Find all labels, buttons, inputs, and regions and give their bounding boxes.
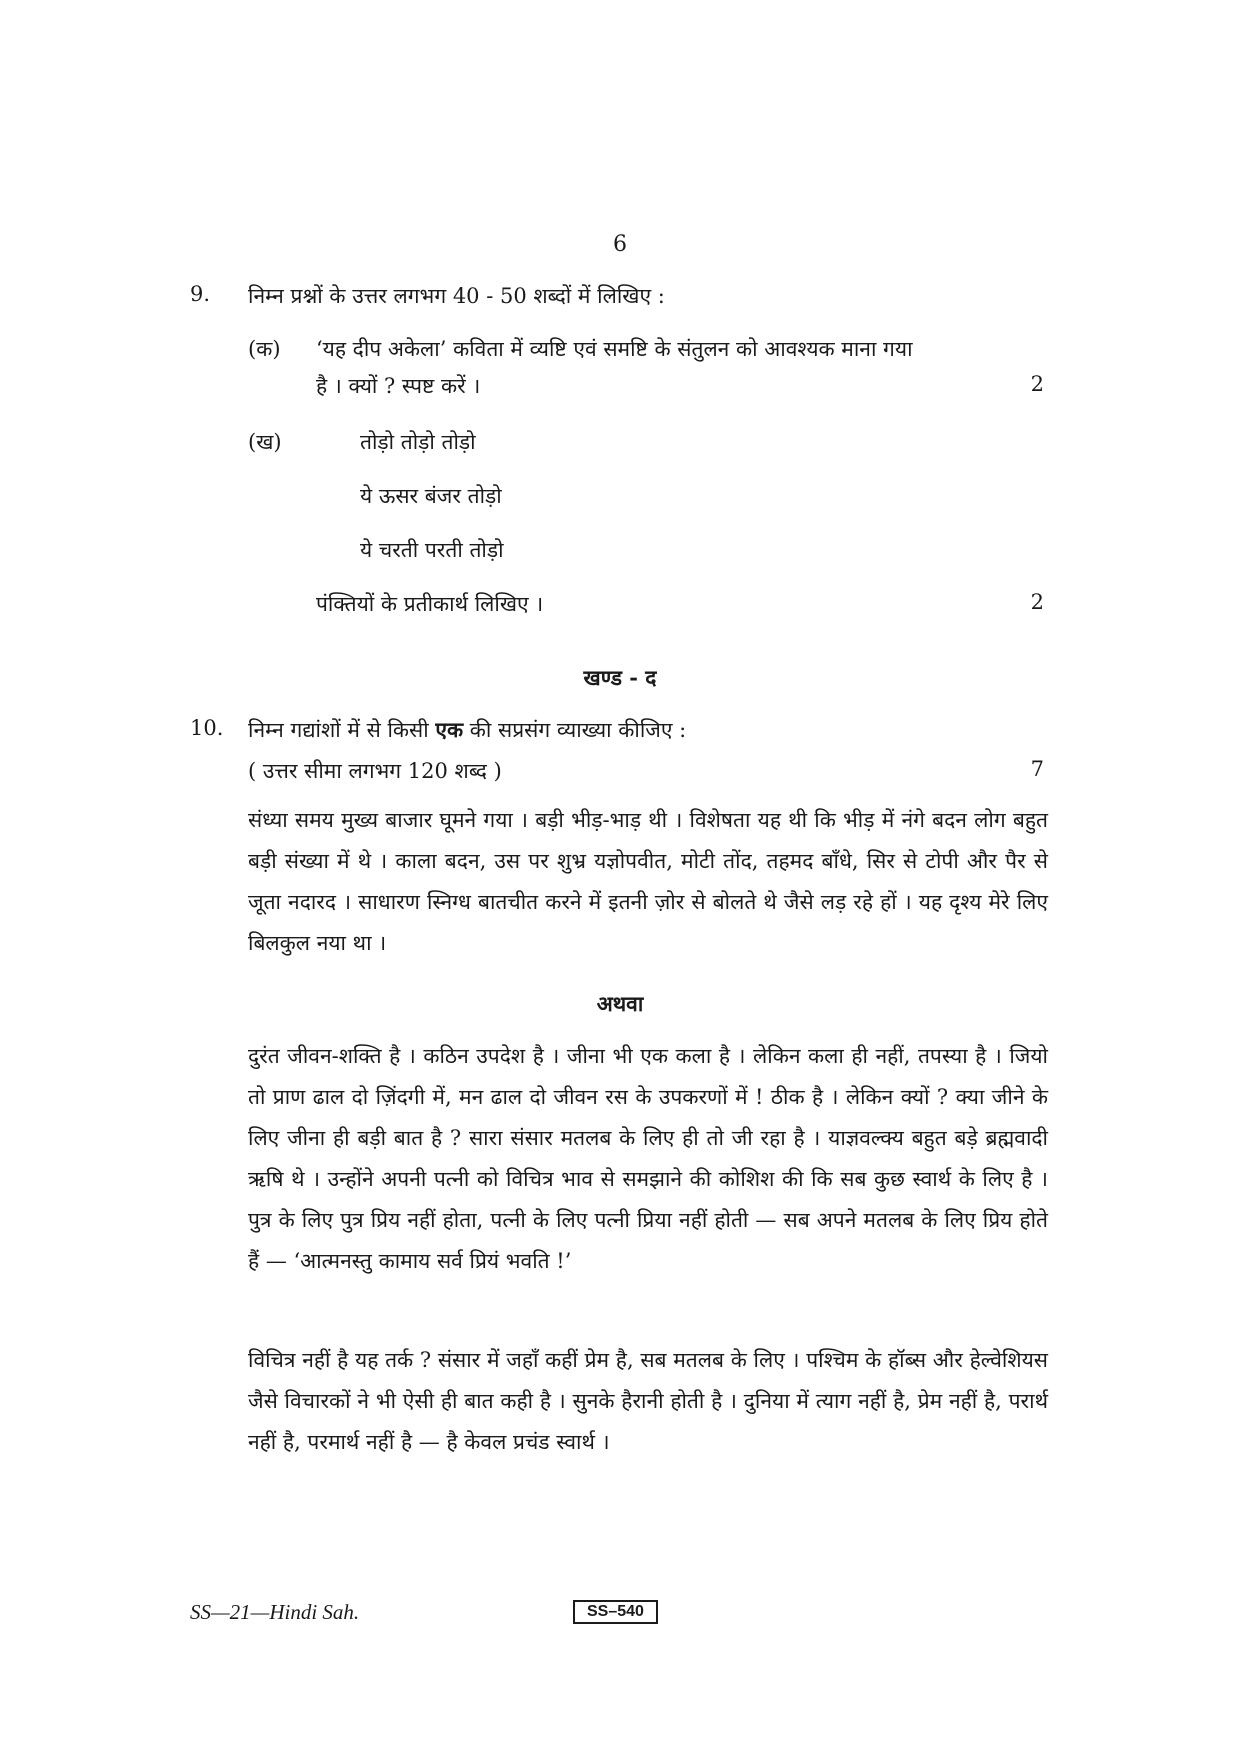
passage-2: दुरंत जीवन-शक्ति है । कठिन उपदेश है । जीना भी एक कला है । लेकिन कला ही नहीं, तपस्या है । जियो तो प्राण ढाल दो ज़िंदगी में, मन ढाल दो जीवन रस के उपकरणों में ! ठीक है । लेकिन क्यों ? क्या जीने के लिए जीना ही बड़ी बात है ? सारा संसार मतलब के लिए ही तो जी रहा है । याज्ञवल्क्य बहुत बड़े ब्रह्मवादी ऋषि थे । उन्होंने अपनी पत्नी को विचित्र भाव से समझाने की कोशिश की कि सब कुछ स्वार्थ के लिए है । पुत्र के लिए पुत्र प्रिय नहीं होता, पत्नी के लिए पत्नी प्रिया नहीं होती — सब अपने मतलब के लिए प्रिय होते हैं — ‘आत्मनस्तु कामाय सर्व प्रियं भवति !’ [248, 1044, 1048, 1273]
page-number: 6 [613, 232, 627, 257]
q9b-marks: 2 [1030, 590, 1044, 614]
q9b-instruction: पंक्तियों के प्रतीकार्थ लिखिए । [316, 592, 544, 616]
q9a-line-2: है । क्यों ? स्पष्ट करें । [316, 374, 481, 398]
question-9-number: 9. [190, 282, 211, 306]
q10-marks: 7 [1030, 757, 1044, 781]
section-heading: खण्ड - द [583, 665, 657, 690]
q9a-line-1: ‘यह दीप अकेला’ कविता में व्यष्टि एवं समष्टि के संतुलन को आवश्यक माना गया [316, 337, 913, 361]
question-10-prompt [248, 716, 686, 744]
q9b-poem-line-1: तोड़ो तोड़ो तोड़ो [360, 430, 476, 454]
q10-prompt-bold: एक [435, 717, 464, 742]
q9a-marks: 2 [1030, 372, 1044, 396]
q9b-poem-line-3: ये चरती परती तोड़ो [360, 538, 504, 562]
or-label: अथवा [596, 991, 644, 1016]
passage-1: संध्या समय मुख्य बाजार घूमने गया । बड़ी भीड़-भाड़ थी । विशेषता यह थी कि भीड़ में नंगे बदन लोग बहुत बड़ी संख्या में थे । काला बदन, उस पर शुभ्र यज्ञोपवीत, मोटी तोंद, तहमद बाँधे, सिर से टोपी और पैर से जूता नदारद । साधारण स्निग्ध बातचीत करने में इतनी ज़ोर से बोलते थे जैसे लड़ रहे हों । यह दृश्य मेरे लिए बिलकुल नया था । [248, 808, 1048, 955]
q9b-label: (ख) [248, 430, 282, 454]
q9b-poem-line-2: ये ऊसर बंजर तोड़ो [360, 484, 502, 508]
passage-3: विचित्र नहीं है यह तर्क ? संसार में जहाँ कहीं प्रेम है, सब मतलब के लिए । पश्चिम के हॉब्स और हेल्वेशियस जैसे विचारकों ने भी ऐसी ही बात कही है । सुनके हैरानी होती है । दुनिया में त्याग नहीं है, प्रेम नहीं है, परार्थ नहीं है, परमार्थ नहीं है — है केवल प्रचंड स्वार्थ । [248, 1348, 1048, 1454]
q10-prompt-after: की सप्रसंग व्याख्या कीजिए : [463, 718, 687, 742]
footer-series-code: SS–540 [573, 1600, 658, 1624]
footer-paper-code: SS—21—Hindi Sah. [190, 1600, 360, 1624]
question-9-prompt: निम्न प्रश्नों के उत्तर लगभग 40 - 50 शब्दों में लिखिए : [248, 284, 665, 308]
q10-word-limit: ( उत्तर सीमा लगभग 120 शब्द ) [248, 759, 502, 783]
question-10-number: 10. [190, 716, 224, 740]
q9a-label: (क) [248, 337, 281, 361]
q10-prompt-before: निम्न गद्यांशों में से किसी [248, 718, 436, 742]
